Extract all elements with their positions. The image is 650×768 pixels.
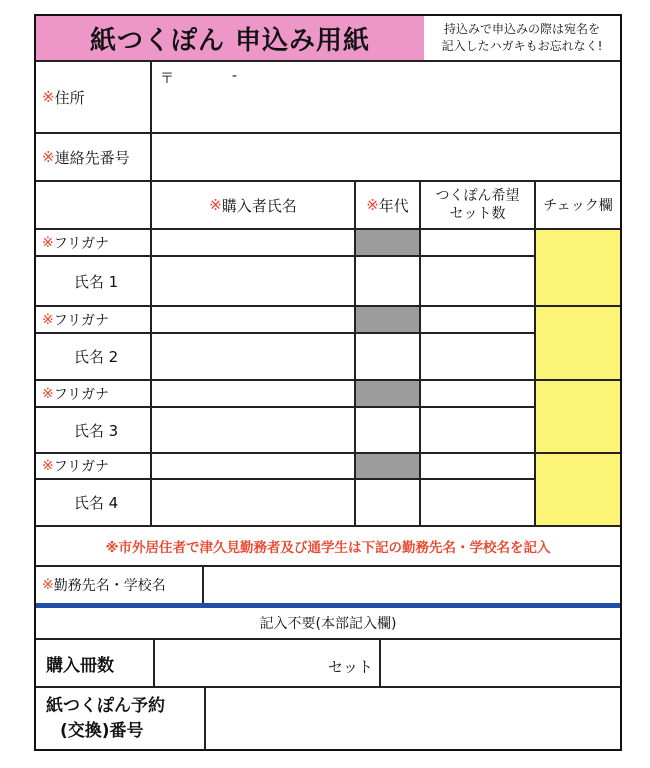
workplace-label: ※ 勤務先名・学校名: [42, 577, 166, 594]
reservation-number-label: 紙つくぽん予約 (交換)番号: [46, 696, 165, 741]
age-field[interactable]: [356, 257, 419, 305]
furigana-label: ※ フリガナ: [42, 458, 110, 475]
purchase-count-label: 購入冊数: [46, 655, 114, 676]
check-cell[interactable]: [536, 307, 620, 379]
age-field[interactable]: [356, 480, 419, 525]
furigana-field[interactable]: [152, 381, 354, 406]
name-label: 氏名 2: [73, 348, 119, 366]
name-field[interactable]: [152, 480, 354, 525]
sets-header: つくぽん希望 セット数: [435, 188, 520, 222]
furigana-field[interactable]: [152, 230, 354, 255]
check-cell[interactable]: [536, 381, 620, 452]
postal-dash: -: [232, 68, 238, 84]
address-label: ※ 住所: [42, 88, 85, 107]
sets-field[interactable]: [421, 454, 534, 525]
furigana-field[interactable]: [152, 454, 354, 478]
name-label: 氏名 4: [73, 494, 119, 512]
purchase-unit: セット: [327, 658, 373, 676]
furigana-field[interactable]: [152, 307, 354, 332]
office-use-header: 記入不要(本部記入欄): [259, 616, 397, 632]
sets-field[interactable]: [421, 307, 534, 379]
age-shaded-cell: [356, 307, 419, 332]
reservation-number-field[interactable]: [206, 688, 620, 749]
check-cell[interactable]: [536, 230, 620, 305]
age-header: ※ 年代: [366, 196, 409, 215]
notice-text: ※市外居住者で津久見勤務者及び通学生は下記の勤務先名・学校名を記入: [105, 540, 551, 556]
check-header: チェック欄: [543, 198, 613, 214]
header-note: [424, 16, 620, 60]
age-shaded-cell: [356, 381, 419, 406]
age-field[interactable]: [356, 408, 419, 452]
workplace-field[interactable]: [204, 567, 620, 603]
address-field[interactable]: [152, 62, 620, 130]
age-field[interactable]: [356, 334, 419, 379]
application-form: [34, 14, 622, 751]
purchase-count-field[interactable]: [155, 640, 379, 686]
name-label: 氏名 1: [73, 272, 119, 291]
phone-label: ※ 連絡先番号: [42, 148, 130, 167]
sets-field[interactable]: [421, 230, 534, 305]
furigana-label: ※ フリガナ: [42, 385, 110, 403]
furigana-label: ※ フリガナ: [42, 234, 110, 252]
age-shaded-cell: [356, 454, 419, 478]
form-title: 紙つくぽん 申込み用紙: [36, 16, 424, 60]
furigana-label: ※ フリガナ: [42, 311, 110, 329]
name-field[interactable]: [152, 408, 354, 452]
check-cell[interactable]: [536, 454, 620, 525]
name-field[interactable]: [152, 334, 354, 379]
header-note-line1: 持込みで申込みの際は宛名を: [443, 22, 600, 36]
phone-field[interactable]: [152, 134, 620, 180]
buyer-name-header: ※ 購入者氏名: [209, 196, 297, 215]
header-note-line2: 記入したハガキもお忘れなく!: [441, 39, 603, 53]
name-field[interactable]: [152, 257, 354, 305]
office-extra-field: [381, 640, 620, 686]
age-shaded-cell: [356, 230, 419, 255]
name-label: 氏名 3: [73, 421, 119, 440]
postal-mark: 〒: [160, 71, 174, 87]
sets-field[interactable]: [421, 381, 534, 452]
